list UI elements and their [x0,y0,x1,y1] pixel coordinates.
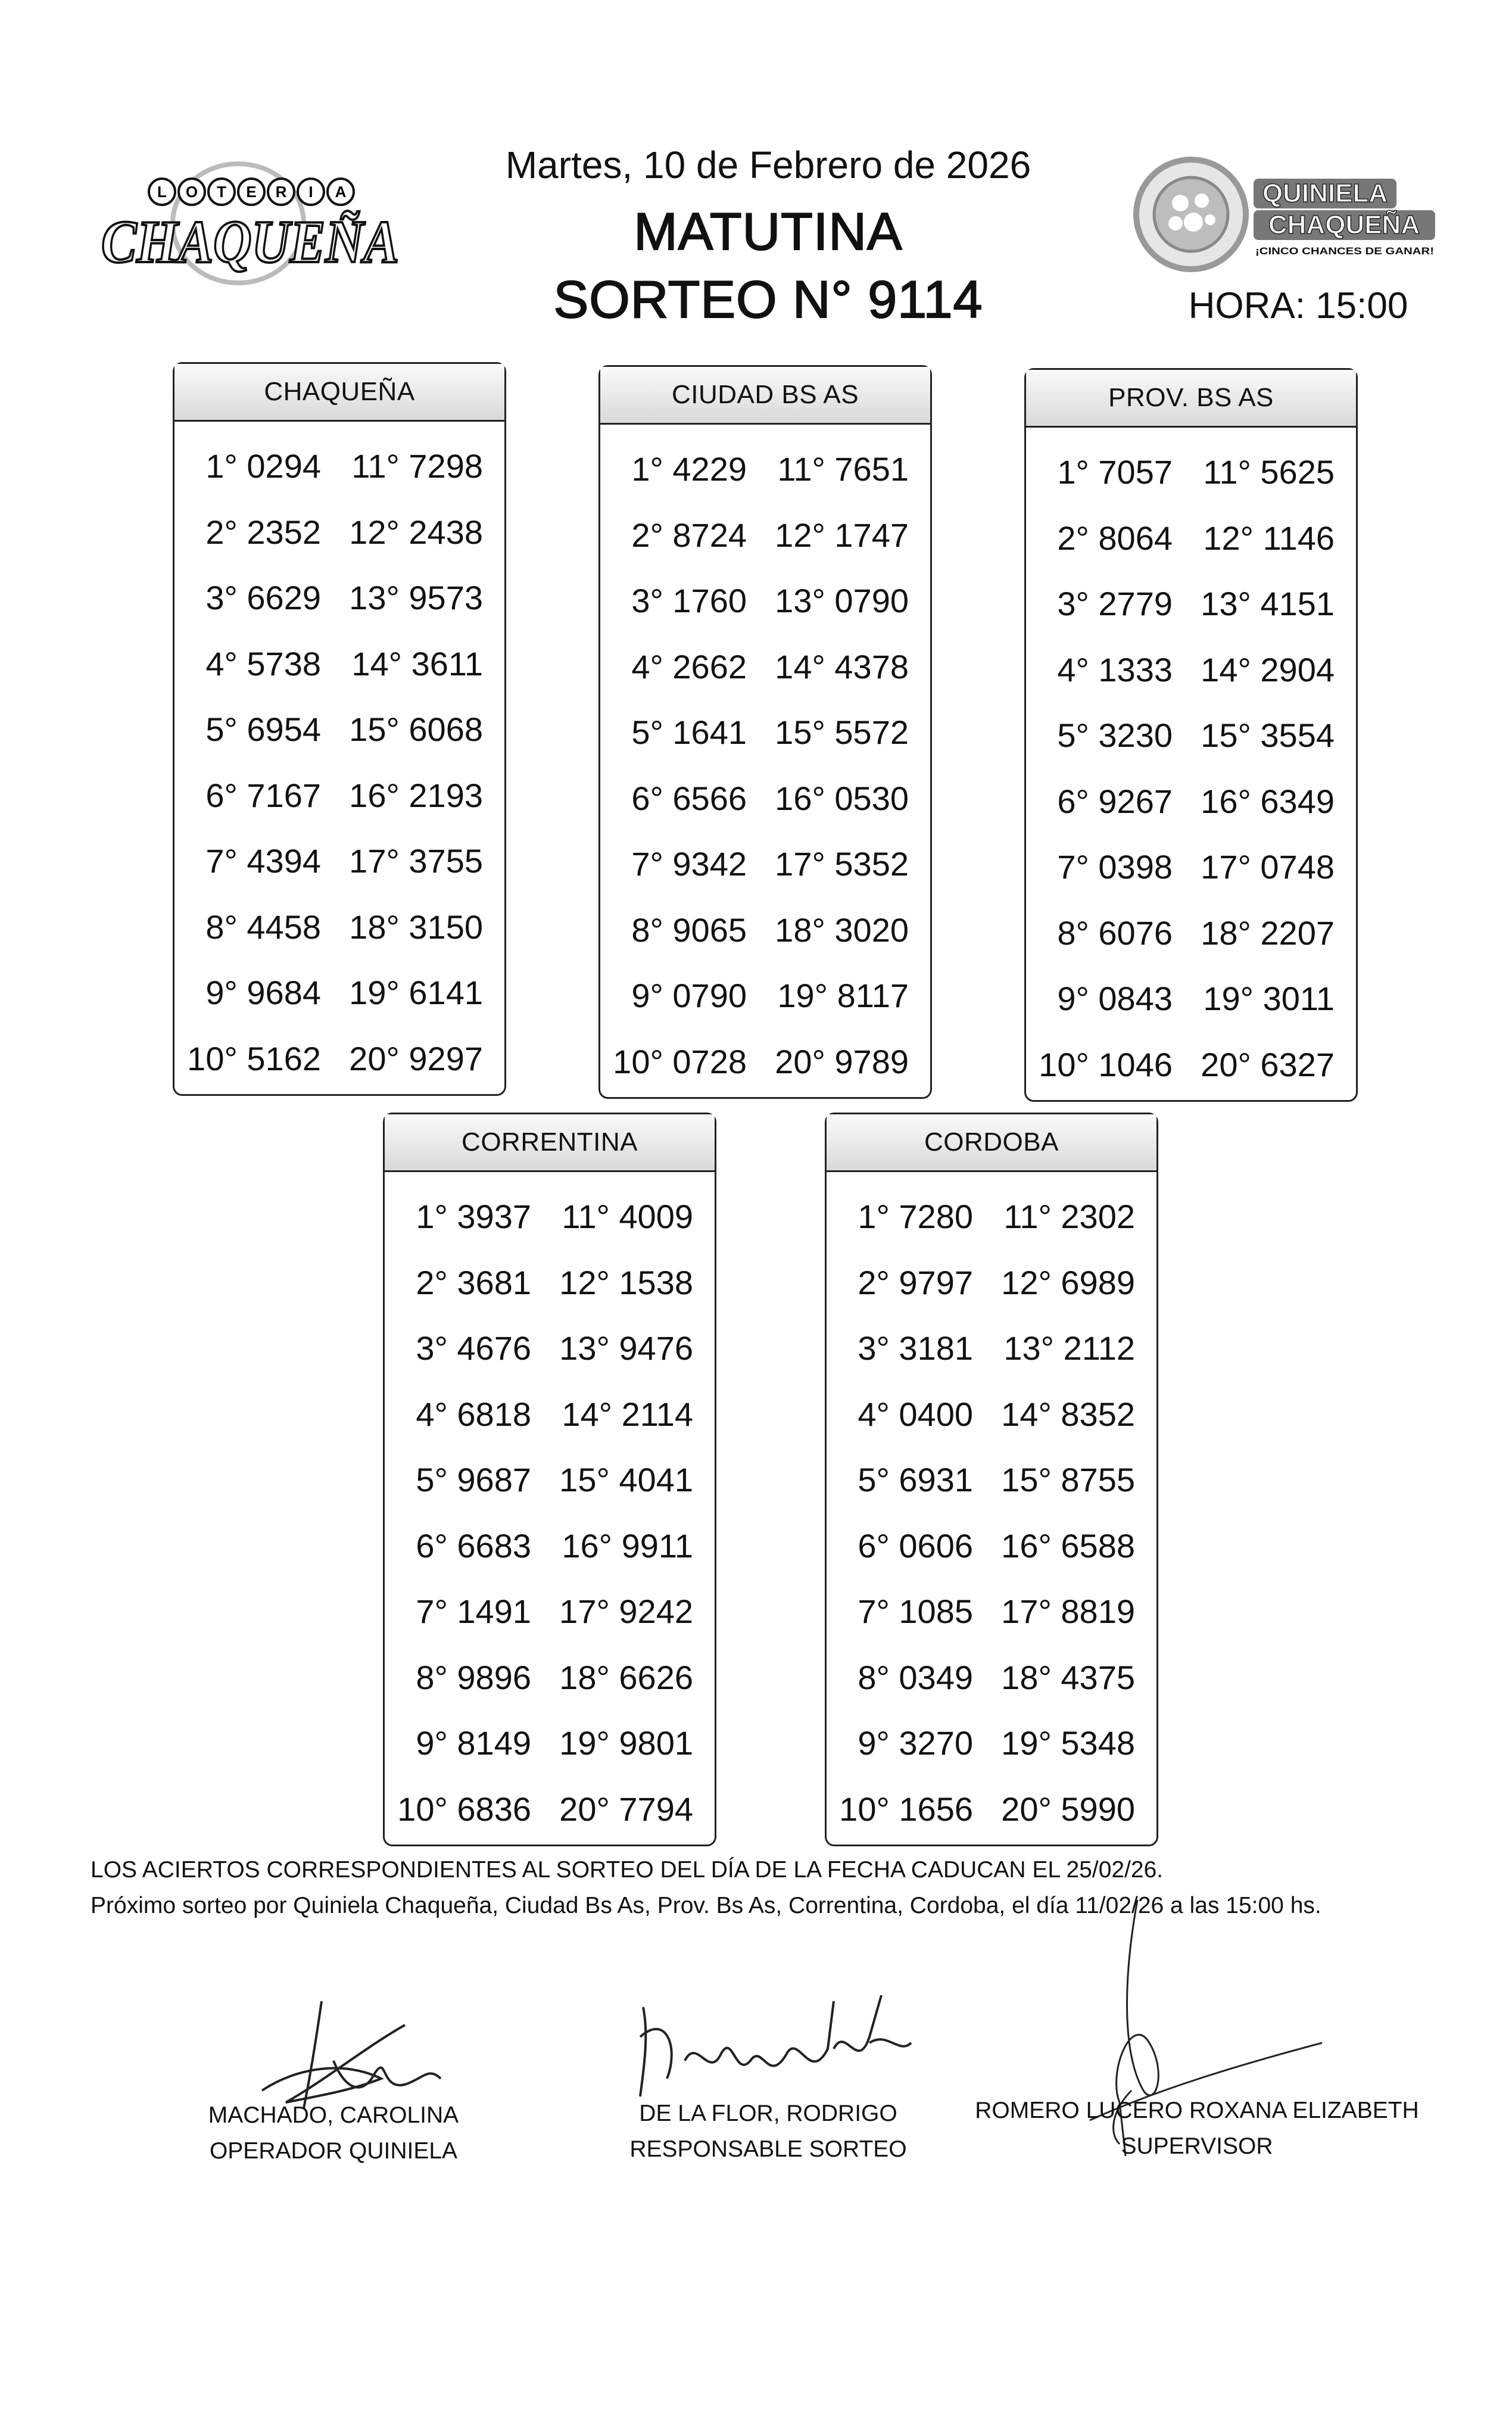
logo-letter: O [185,183,198,201]
result-entry: 14° 4378 [775,647,909,686]
result-entry: 20° 5990 [1001,1790,1135,1828]
result-entry: 12° 1538 [559,1263,693,1301]
result-row [1026,903,1356,968]
result-entry: 15° 3554 [1201,716,1335,754]
result-entry: 4° 6818 [416,1395,531,1433]
result-row [600,439,930,504]
signature-delaflor [631,1989,917,2114]
result-row [600,571,930,636]
result-entry: 9° 0790 [631,977,747,1014]
logo-word: CHAQUEÑA [101,208,399,276]
result-entry: 6° 6683 [416,1526,531,1565]
result-entry: 17° 3755 [349,842,483,880]
result-row [827,1186,1156,1252]
result-entry: 2° 9797 [858,1263,973,1301]
result-row [827,1253,1156,1318]
result-entry: 14° 2114 [562,1395,693,1433]
result-row [827,1516,1156,1581]
province-name: CORRENTINA [385,1114,715,1172]
result-entry: 19° 5348 [1001,1724,1135,1762]
result-entry: 13° 2112 [1003,1329,1135,1367]
result-entry: 14° 8352 [1001,1395,1135,1433]
result-entry: 6° 9267 [1057,782,1173,820]
result-entry: 2° 2352 [205,513,321,551]
logo-letter: E [246,183,257,201]
result-row [385,1186,715,1252]
result-row [385,1384,715,1450]
province-name: PROV. BS AS [1026,370,1356,428]
logo-letter: T [217,183,226,201]
result-row [174,436,504,501]
result-entry: 20° 6327 [1201,1045,1335,1083]
result-entry: 15° 6068 [349,711,483,748]
result-row [385,1647,715,1713]
result-entry: 1° 7280 [858,1198,973,1235]
result-row [174,699,504,765]
province-name: CORDOBA [827,1114,1156,1172]
result-entry: 5° 9687 [416,1461,531,1498]
result-entry: 16° 9911 [562,1526,693,1565]
result-row [385,1713,715,1778]
result-row [385,1253,715,1318]
result-row [1026,640,1356,705]
result-entry: 6° 7167 [205,776,321,814]
result-entry: 7° 1085 [858,1593,973,1630]
province-name: CHAQUEÑA [174,364,504,422]
signer-role-2: RESPONSABLE SORTEO [629,2136,907,2162]
result-entry: 16° 6349 [1201,782,1335,820]
result-row [174,962,504,1028]
result-row [1026,705,1356,771]
result-entry: 15° 4041 [559,1461,693,1498]
result-entry: 16° 2193 [349,776,483,814]
result-entry: 13° 9573 [349,579,483,616]
result-entry: 16° 6588 [1001,1526,1135,1565]
result-row [174,634,504,699]
result-entry: 6° 6566 [631,779,747,817]
result-entry: 11° 4009 [562,1198,693,1235]
result-entry: 3° 2779 [1057,585,1173,622]
result-entry: 5° 3230 [1057,716,1173,754]
result-entry: 20° 9789 [775,1042,909,1080]
result-entry: 17° 8819 [1001,1593,1135,1630]
result-entry: 12° 1747 [775,516,909,554]
result-row [174,502,504,568]
results-box [1024,368,1358,1102]
signer-name-1: MACHADO, CAROLINA [208,2102,459,2128]
logo-letter: I [308,183,313,201]
result-entry: 9° 8149 [416,1724,531,1762]
result-row [385,1318,715,1384]
result-entry: 5° 6954 [205,711,321,748]
result-entry: 1° 4229 [631,450,747,488]
result-entry: 7° 9342 [631,845,747,883]
result-entry: 2° 3681 [416,1263,531,1301]
results-box [825,1113,1158,1846]
result-entry: 17° 0748 [1201,848,1335,886]
result-entry: 13° 9476 [559,1329,693,1367]
svg-text:QUINIELA: QUINIELA [1262,179,1388,208]
result-entry: 3° 3181 [858,1329,973,1367]
result-row [385,1516,715,1581]
results-box [383,1113,716,1846]
result-entry: 3° 4676 [416,1329,531,1367]
result-row [174,831,504,896]
loteria-chaquena-logo [95,161,405,298]
result-entry: 15° 8755 [1001,1461,1135,1498]
result-entry: 1° 7057 [1057,453,1173,491]
svg-text:¡CINCO CHANCES DE GANAR!: ¡CINCO CHANCES DE GANAR! [1255,245,1434,257]
result-row [600,1032,930,1097]
result-row [385,1450,715,1515]
result-entry: 19° 6141 [349,974,483,1011]
result-row [385,1581,715,1647]
result-entry: 2° 8724 [631,516,747,554]
result-entry: 14° 2904 [1201,650,1335,688]
result-entry: 1° 3937 [416,1198,531,1235]
result-entry: 10° 0728 [613,1042,747,1080]
signer-role-3: SUPERVISOR [1121,2133,1273,2159]
result-row [600,637,930,702]
svg-text:CHAQUEÑA: CHAQUEÑA [1268,210,1420,239]
result-entry: 8° 6076 [1057,914,1173,952]
result-entry: 11° 5625 [1203,453,1335,491]
signature-romero [1084,1894,1334,2168]
result-entry: 20° 9297 [349,1039,483,1077]
result-row [1026,1035,1356,1100]
session-title: MATUTINA [634,202,903,261]
result-entry: 6° 0606 [858,1526,973,1565]
results-box [173,362,506,1096]
result-row [174,897,504,962]
result-entry: 16° 0530 [775,779,909,817]
result-entry: 9° 0843 [1057,980,1173,1017]
result-row [1026,508,1356,574]
province-name: CIUDAD BS AS [600,367,930,425]
result-row [1026,574,1356,639]
result-row [1026,771,1356,837]
result-row [174,765,504,831]
result-entry: 18° 4375 [1001,1658,1135,1696]
result-entry: 18° 3020 [775,911,909,949]
result-entry: 5° 6931 [858,1461,973,1498]
signer-name-3: ROMERO LUCERO ROXANA ELIZABETH [975,2098,1419,2123]
result-entry: 14° 3611 [351,644,483,683]
result-row [827,1647,1156,1713]
result-entry: 8° 9065 [631,911,747,949]
result-entry: 3° 1760 [631,582,747,619]
result-row [1026,968,1356,1034]
result-entry: 20° 7794 [559,1790,693,1828]
result-row [600,900,930,965]
result-entry: 11° 7298 [351,447,483,485]
result-entry: 8° 9896 [416,1658,531,1696]
signer-role-1: OPERADOR QUINIELA [209,2138,458,2164]
result-row [1026,442,1356,507]
result-row [827,1384,1156,1450]
result-entry: 8° 0349 [858,1658,973,1696]
result-entry: 7° 0398 [1057,848,1173,886]
result-entry: 19° 9801 [559,1724,693,1762]
expiry-notice: LOS ACIERTOS CORRESPONDIENTES AL SORTEO DEL DÍA DE LA FECHA CADUCAN EL 25/02/26. [91,1857,1164,1883]
result-row [174,568,504,633]
draw-date: Martes, 10 de Febrero de 2026 [505,144,1031,186]
quiniela-chaquena-logo [1131,152,1441,280]
result-entry: 15° 5572 [775,714,909,751]
result-row [385,1779,715,1845]
result-entry: 8° 4458 [205,908,321,946]
result-entry: 10° 5162 [187,1039,321,1077]
result-entry: 10° 1656 [839,1790,973,1828]
result-entry: 18° 2207 [1201,914,1335,952]
logo-letter: R [275,183,287,201]
result-entry: 19° 8117 [777,977,909,1014]
result-row [600,768,930,834]
result-entry: 13° 0790 [775,582,909,619]
result-row [600,505,930,571]
draw-number: SORTEO N° 9114 [553,270,983,329]
result-entry: 17° 5352 [775,845,909,883]
result-entry: 7° 1491 [416,1593,531,1630]
result-row [174,1029,504,1094]
result-entry: 11° 2302 [1003,1198,1135,1235]
result-entry: 4° 1333 [1057,650,1173,688]
result-entry: 18° 6626 [559,1658,693,1696]
result-entry: 1° 0294 [205,447,321,485]
signer-name-2: DE LA FLOR, RODRIGO [639,2101,897,2126]
result-entry: 4° 2662 [631,647,747,686]
result-entry: 4° 5738 [205,644,321,683]
draw-time: HORA: 15:00 [1188,285,1408,326]
result-row [827,1450,1156,1515]
result-row [827,1318,1156,1384]
result-row [827,1713,1156,1778]
result-entry: 12° 2438 [349,513,483,551]
result-entry: 18° 3150 [349,908,483,946]
logo-letter: A [335,183,347,201]
result-entry: 19° 3011 [1203,980,1335,1017]
result-row [827,1779,1156,1845]
result-row [600,702,930,768]
result-entry: 5° 1641 [631,714,747,751]
result-entry: 10° 1046 [1039,1045,1173,1083]
result-row [827,1581,1156,1647]
result-row [600,834,930,899]
result-entry: 9° 9684 [205,974,321,1011]
result-entry: 17° 9242 [559,1593,693,1630]
result-entry: 12° 6989 [1001,1263,1135,1301]
next-draw-notice: Próximo sorteo por Quiniela Chaqueña, Ciudad Bs As, Prov. Bs As, Correntina, Cordoba, el día 11/02/26 a las 15:00 hs. [91,1893,1321,1918]
result-entry: 10° 6836 [397,1790,531,1828]
logo-letter: L [157,183,167,201]
result-entry: 12° 1146 [1203,519,1335,557]
result-entry: 2° 8064 [1057,519,1173,557]
result-entry: 3° 6629 [205,579,321,616]
result-entry: 7° 4394 [205,842,321,880]
result-entry: 11° 7651 [777,450,909,488]
result-entry: 9° 3270 [858,1724,973,1762]
result-entry: 4° 0400 [858,1395,973,1433]
result-entry: 13° 4151 [1201,585,1335,622]
results-box [598,365,932,1099]
result-row [1026,837,1356,902]
result-row [600,965,930,1031]
